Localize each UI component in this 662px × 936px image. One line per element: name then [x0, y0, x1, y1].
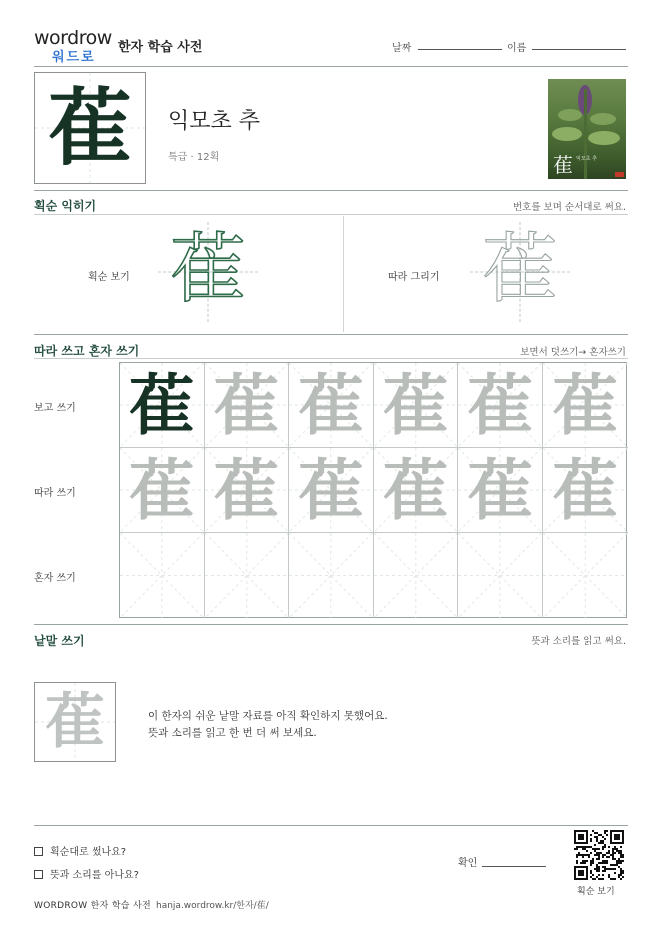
guide-character: 萑 [297, 451, 364, 529]
cell-guide-lines [458, 533, 542, 618]
header-divider [34, 66, 628, 67]
row-label-view: 보고 쓰기 [34, 403, 76, 414]
practice-section-rule [34, 358, 628, 359]
word-section-title: 낱말 쓰기 [34, 634, 85, 648]
site-logo [34, 28, 112, 64]
hero-meta: 특급 · 12획 [168, 152, 220, 163]
cell-guide-lines [120, 533, 204, 618]
checklist-item-stroke[interactable] [34, 843, 126, 858]
photo-caption: 익모초 추 [576, 156, 597, 162]
practice-cell[interactable] [374, 533, 459, 618]
stroke-trace-label: 따라 그리기 [388, 272, 440, 283]
practice-cell[interactable] [374, 363, 459, 448]
confirm-label: 확인 [458, 858, 478, 869]
cell-guide-lines [543, 533, 628, 618]
word-character: 萑 [45, 687, 105, 757]
guide-character: 萑 [467, 451, 534, 529]
practice-cell[interactable] [374, 448, 459, 533]
practice-cell[interactable] [543, 448, 628, 533]
stroke-order-character: 萑 [170, 224, 246, 313]
stroke-section-title: 획순 익히기 [34, 199, 97, 213]
checkbox[interactable] [34, 870, 43, 879]
hero-character-box [34, 72, 146, 184]
footer-divider [34, 825, 628, 826]
practice-cell[interactable] [458, 448, 543, 533]
qr-label: 획순 보기 [577, 887, 615, 897]
stroke-order-figure [158, 222, 258, 322]
site-title: 한자 학습 사전 [118, 40, 203, 55]
stroke-trace-character: 萑 [482, 224, 558, 313]
row-label-trace: 따라 쓰기 [34, 488, 76, 499]
row-label-free: 혼자 쓰기 [34, 573, 76, 584]
guide-character: 萑 [552, 366, 619, 444]
footer-brand: WORDROW 한자 학습 사전 [34, 901, 151, 911]
practice-grid [119, 362, 627, 618]
stroke-view-label: 획순 보기 [88, 272, 130, 283]
practice-cell[interactable] [543, 533, 628, 618]
guide-character: 萑 [467, 366, 534, 444]
hero-divider [34, 190, 628, 191]
guide-character: 萑 [213, 451, 280, 529]
practice-section-title: 따라 쓰고 혼자 쓰기 [34, 344, 140, 358]
logo-wordmark: wordrow [34, 27, 112, 49]
guide-character: 萑 [382, 451, 449, 529]
hero-reading: 익모초 추 [168, 109, 261, 134]
checklist-label: 획순대로 썼나요? [50, 847, 127, 858]
guide-character: 萑 [552, 451, 619, 529]
practice-cell[interactable] [205, 448, 290, 533]
word-note [148, 708, 388, 742]
logo-korean: 워드로 [52, 50, 96, 65]
practice-section-hint: 보면서 덧쓰기→ 혼자쓰기 [520, 347, 626, 358]
stroke-section-bottom [34, 334, 628, 335]
practice-cell[interactable] [205, 363, 290, 448]
name-field-line [532, 49, 626, 50]
stroke-section-hint: 번호를 보며 순서대로 써요. [512, 202, 626, 213]
practice-cell[interactable] [120, 363, 205, 448]
practice-cell[interactable] [289, 533, 374, 618]
stroke-trace-figure [470, 222, 570, 322]
confirm-field-line [482, 866, 546, 867]
practice-cell[interactable] [543, 363, 628, 448]
photo-caption-char: 萑 [553, 153, 573, 177]
practice-cell[interactable] [120, 448, 205, 533]
photo-badge [615, 172, 624, 177]
practice-cell[interactable] [458, 533, 543, 618]
model-character: 萑 [128, 366, 195, 444]
guide-character: 萑 [382, 366, 449, 444]
guide-character: 萑 [213, 366, 280, 444]
stroke-section-rule [34, 214, 628, 215]
word-note-line1: 이 한자의 쉬운 낱말 자료를 아직 확인하지 못했어요. [148, 710, 388, 722]
word-note-line2: 뜻과 소리를 읽고 한 번 더 써 보세요. [148, 727, 317, 739]
word-section-hint: 뜻과 소리를 읽고 써요. [531, 636, 626, 647]
stroke-divider [343, 216, 344, 332]
hero-character: 萑 [47, 78, 132, 177]
practice-cell[interactable] [205, 533, 290, 618]
qr-code[interactable] [574, 830, 624, 880]
practice-cell[interactable] [289, 363, 374, 448]
practice-cell[interactable] [458, 363, 543, 448]
date-label: 날짜 [392, 43, 412, 54]
cell-guide-lines [289, 533, 373, 618]
name-label: 이름 [507, 43, 527, 54]
checklist-item-meaning[interactable] [34, 866, 139, 881]
cell-guide-lines [374, 533, 458, 618]
word-character-box [34, 682, 116, 762]
practice-cell[interactable] [120, 533, 205, 618]
guide-character: 萑 [297, 366, 364, 444]
checkbox[interactable] [34, 847, 43, 856]
practice-cell[interactable] [289, 448, 374, 533]
practice-section-bottom [34, 624, 628, 625]
cell-guide-lines [205, 533, 289, 618]
checklist-label: 뜻과 소리를 아나요? [50, 870, 139, 881]
date-field-line [418, 49, 502, 50]
footer-url[interactable]: hanja.wordrow.kr/한자/萑/ [156, 901, 269, 911]
plant-photo [548, 79, 626, 179]
guide-character: 萑 [128, 451, 195, 529]
